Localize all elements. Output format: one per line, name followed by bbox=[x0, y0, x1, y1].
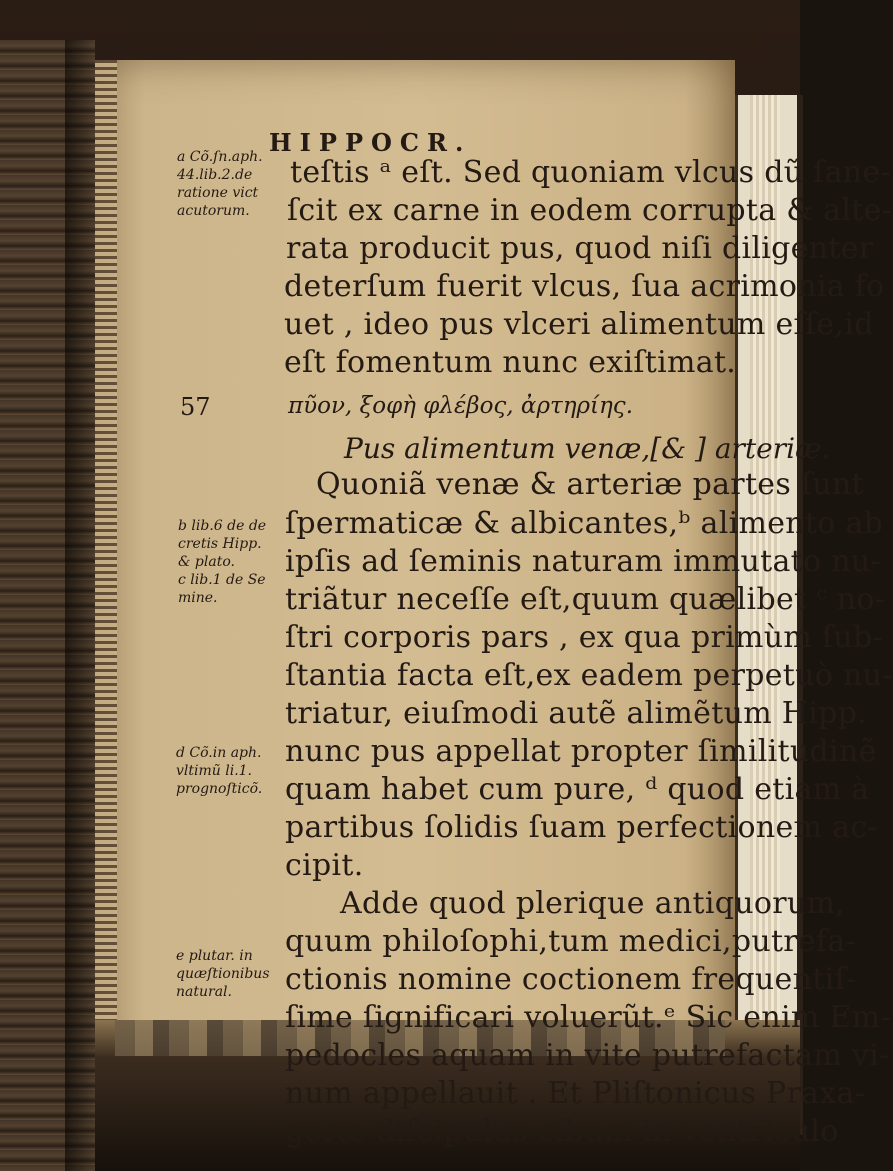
text-line: teſtis ᵃ eſt. Sed quoniam vlcus dũ ſane- bbox=[290, 155, 891, 190]
section-number: 57 bbox=[180, 393, 211, 421]
margin-line: e plutar. in bbox=[176, 948, 253, 964]
text-line: Quoniã venæ & arteriæ partes ſunt bbox=[316, 467, 864, 502]
margin-note-d bbox=[176, 744, 262, 798]
greek-quotation: πῦον, ξοφὴ φλέβος, ἀρτηρίης. bbox=[288, 393, 633, 419]
margin-note-e bbox=[176, 947, 270, 1001]
margin-line: natural. bbox=[176, 984, 232, 1000]
text-line: num appellauit . Et Pliſtonicus Praxa- bbox=[285, 1076, 866, 1111]
text-line: uet , ideo pus vlceri alimentum eſſe,id bbox=[284, 307, 874, 342]
text-line: ipſis ad ſeminis naturam immutato nu- bbox=[285, 544, 881, 579]
latin-translation: Pus alimentum venæ,[& ] arteriæ. bbox=[344, 432, 831, 465]
margin-line: prognoſticõ. bbox=[176, 781, 263, 797]
margin-line: d Cõ.in aph. bbox=[176, 745, 262, 761]
margin-line: c lib.1 de Se bbox=[178, 572, 266, 588]
margin-line: acutorum. bbox=[177, 203, 250, 219]
text-line: ſpermaticæ & albicantes,ᵇ alimento ab bbox=[285, 506, 884, 541]
text-line: ctionis nomine coctionem frequentiſ- bbox=[285, 962, 857, 997]
text-line: cipit. bbox=[285, 848, 364, 883]
text-line: eſt fomentum nunc exiſtimat. bbox=[284, 345, 737, 380]
margin-line: b lib.6 de de bbox=[178, 518, 267, 534]
text-line: ſcit ex carne in eodem corrupta & alte- bbox=[287, 193, 893, 228]
margin-note-a bbox=[177, 148, 263, 220]
text-line: triatur, eiuſmodi autẽ alimẽtum Hipp. bbox=[285, 696, 867, 731]
margin-line: ratione vict bbox=[177, 185, 259, 201]
margin-line: mine. bbox=[178, 590, 218, 606]
left-page-edges bbox=[0, 40, 95, 1171]
text-line: nunc pus appellat propter ſimilitudinẽ bbox=[285, 734, 877, 769]
margin-line: & plato. bbox=[178, 554, 235, 570]
margin-line: cretis Hipp. bbox=[178, 536, 262, 552]
text-line: pedocles aquam in vite putrefactam vi- bbox=[285, 1038, 890, 1073]
margin-note-b bbox=[178, 517, 266, 607]
text-line: Adde quod plerique antiquorum, bbox=[340, 886, 846, 921]
text-line: triãtur neceſſe eſt,quum quælibet ᶜ no- bbox=[285, 582, 886, 617]
text-line: quum philoſophi,tum medici,putrefa- bbox=[285, 924, 857, 959]
text-line: partibus ſolidis ſuam perfectionem ac- bbox=[285, 810, 878, 845]
text-line: ſtantia facta eſt,ex eadem perpetuò nu- bbox=[285, 658, 893, 693]
margin-line: a Cõ.ſn.aph. bbox=[177, 149, 263, 165]
text-line: rata producit pus, quod niſi diligenter bbox=[286, 231, 874, 266]
text-line: ſtri corporis pars , ex qua primùm ſub- bbox=[285, 620, 883, 655]
text-line: goræ diſcipulus cibum in ventriculo bbox=[285, 1114, 839, 1149]
margin-line: vltimũ li.1. bbox=[176, 763, 252, 779]
running-header: HIPPOCR. bbox=[269, 128, 472, 157]
text-line: ſime ſignificari voluerũt.ᵉ Sic enim Em- bbox=[285, 1000, 891, 1035]
text-line: quam habet cum pure, ᵈ quod etiam à bbox=[285, 772, 870, 807]
text-line: deterſum fuerit vlcus, ſua acrimonia fo bbox=[284, 269, 885, 304]
margin-line: quæſtionibus bbox=[176, 966, 270, 982]
margin-line: 44.lib.2.de bbox=[177, 167, 253, 183]
